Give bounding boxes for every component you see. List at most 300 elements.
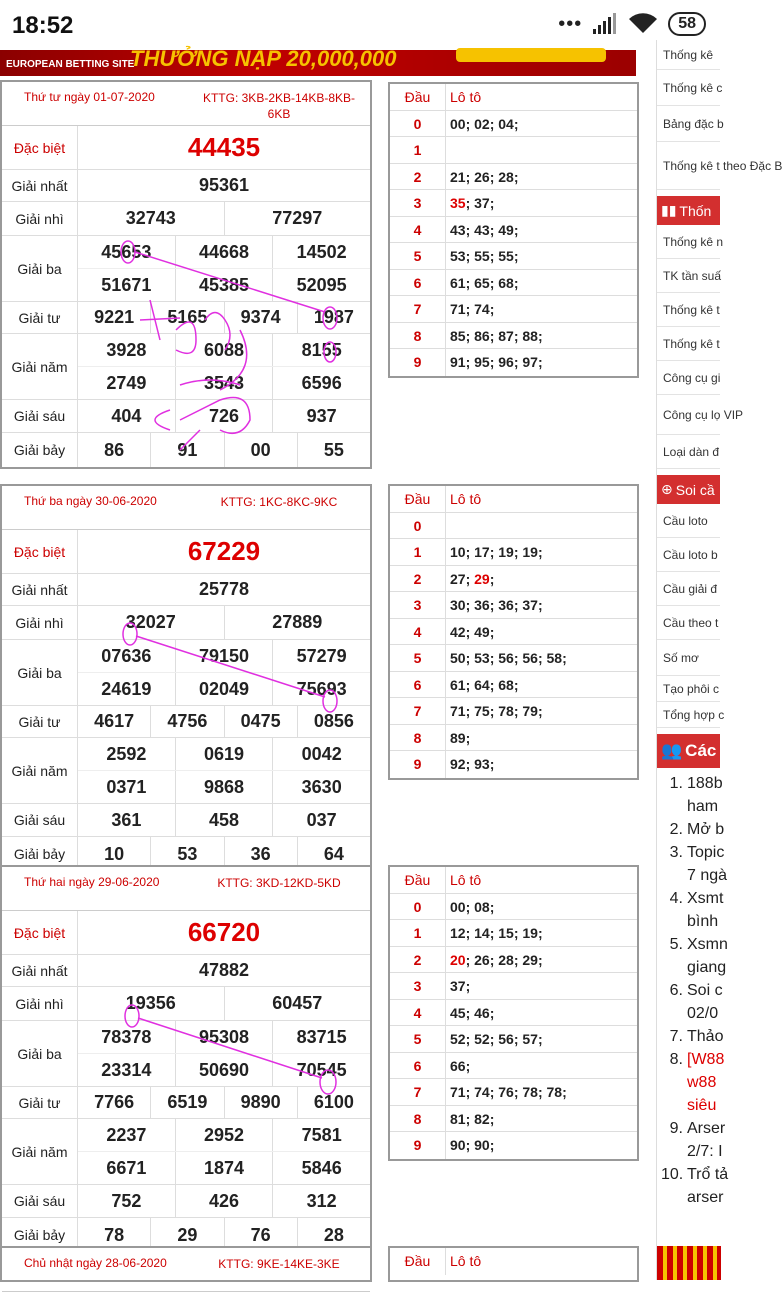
loto-values xyxy=(446,592,637,618)
sidebar-link[interactable] xyxy=(657,40,720,70)
loto-value-text: 10; 17; 19; 19; xyxy=(450,544,543,560)
loto-value-text: 89; xyxy=(450,729,471,746)
loto-head-digit: 1 xyxy=(390,539,446,565)
loto-row xyxy=(390,1053,637,1080)
loto-head-digit: 1 xyxy=(390,920,446,946)
news-number: 4. xyxy=(669,890,683,907)
prize-row xyxy=(2,640,370,706)
loto-header xyxy=(390,84,637,111)
news-number: 3. xyxy=(669,844,683,861)
loto-head-digit: 6 xyxy=(390,672,446,698)
prize-number: 78378 xyxy=(101,1026,152,1047)
banner-tagline: EUROPEAN BETTING SITE xyxy=(6,59,135,70)
loto-table xyxy=(388,1246,639,1282)
prize-number: 95361 xyxy=(198,175,250,195)
loto-row xyxy=(390,243,637,270)
sidebar-header-forums[interactable]: 👥 Các diễn đ xyxy=(657,734,720,768)
loto-value-text: 81; 82; xyxy=(450,1110,495,1127)
result-table xyxy=(0,80,372,469)
sidebar-link[interactable] xyxy=(657,142,782,190)
status-bar xyxy=(0,0,720,50)
prize-label: Đặc biệt xyxy=(2,126,78,169)
prize-row xyxy=(2,302,370,334)
prize-values xyxy=(78,334,370,399)
prize-row xyxy=(2,606,370,640)
news-title: siêu xyxy=(687,1097,717,1114)
loto-row xyxy=(390,513,637,540)
prize-number: 07636 xyxy=(101,645,152,666)
wifi-icon xyxy=(628,13,658,35)
prize-number: 76 xyxy=(224,1218,297,1252)
loto-value-text: 45; 46; xyxy=(450,1004,495,1021)
prize-subrow xyxy=(78,987,370,1020)
prize-subrow xyxy=(78,706,370,737)
news-item[interactable] xyxy=(661,979,723,1002)
loto-header-dau: Đầu xyxy=(390,84,446,110)
loto-head-digit: 9 xyxy=(390,1132,446,1159)
prize-number: 64 xyxy=(297,837,370,871)
news-item[interactable] xyxy=(661,1071,720,1094)
loto-row xyxy=(390,137,637,164)
loto-special-value: 20 xyxy=(450,951,466,968)
prize-number: 53 xyxy=(150,837,223,871)
sidebar-header-soi-cau[interactable]: ⊕ Soi cầ xyxy=(657,475,720,504)
news-title: Xsmt xyxy=(687,890,724,907)
prize-number: 3543 xyxy=(175,367,273,399)
prize-subrow xyxy=(78,1021,370,1053)
prize-subrow xyxy=(78,1119,370,1151)
loto-row xyxy=(390,566,637,593)
loto-head-digit: 1 xyxy=(390,137,446,163)
loto-value-text: 37; xyxy=(450,978,471,994)
loto-row xyxy=(390,920,637,947)
loto-table xyxy=(388,82,639,378)
loto-head-digit: 2 xyxy=(390,164,446,190)
loto-values xyxy=(446,751,637,778)
loto-value-text: 00; 02; 04; xyxy=(450,115,519,132)
news-item[interactable] xyxy=(661,795,720,818)
prize-values xyxy=(78,530,370,573)
loto-head-digit: 9 xyxy=(390,349,446,376)
prize-number: 51671 xyxy=(101,274,152,295)
loto-head-digit: 7 xyxy=(390,698,446,724)
sidebar-link-label: Cầu theo t xyxy=(663,615,719,630)
prize-label: Đặc biệt xyxy=(2,530,78,573)
loto-value-text: 42; 49; xyxy=(450,623,495,640)
loto-head-digit: 5 xyxy=(390,243,446,269)
loto-value-text: ; 26; 28; 29; xyxy=(465,951,543,968)
loto-values xyxy=(446,217,637,243)
prize-number: 19356 xyxy=(125,993,176,1013)
news-number: 7. xyxy=(669,1028,683,1045)
prize-values xyxy=(78,433,370,467)
prize-values xyxy=(78,1185,370,1217)
sidebar-link[interactable] xyxy=(657,435,720,469)
prize-number: 6519 xyxy=(150,1087,223,1118)
news-item[interactable] xyxy=(661,1094,720,1117)
prize-number: 937 xyxy=(272,400,370,432)
prize-label: Giải tư xyxy=(2,706,78,737)
prize-number: 02049 xyxy=(175,673,273,705)
prize-subrow xyxy=(78,672,370,705)
sidebar-link[interactable] xyxy=(657,293,720,327)
prize-number: 28 xyxy=(297,1218,370,1252)
loto-head-digit: 5 xyxy=(390,645,446,671)
loto-head-digit: 2 xyxy=(390,566,446,592)
notification-dots-icon: ••• xyxy=(558,12,583,35)
result-header xyxy=(2,867,370,911)
sidebar-link-label: Công cụ gi xyxy=(663,370,721,385)
prize-number: 404 xyxy=(111,405,142,426)
loto-values xyxy=(446,725,637,751)
sidebar-link-label: TK tần suấ xyxy=(663,268,722,283)
prize-number: 32743 xyxy=(125,208,176,228)
prize-number: 5846 xyxy=(272,1152,370,1184)
loto-row xyxy=(390,973,637,1000)
sidebar-link-label: Công cụ lọ VIP xyxy=(663,407,744,422)
news-item[interactable] xyxy=(661,818,725,841)
prize-subrow xyxy=(78,334,370,366)
prize-number: 60457 xyxy=(224,987,371,1020)
loto-values xyxy=(446,539,637,565)
loto-values xyxy=(446,513,637,539)
prize-number: 23314 xyxy=(101,1059,152,1080)
loto-header-dau: Đầu xyxy=(390,1248,446,1275)
prize-number: 8155 xyxy=(272,334,370,366)
prize-values xyxy=(78,170,370,201)
loto-value-text: 21; 26; 28; xyxy=(450,168,519,185)
prize-number: 36 xyxy=(224,837,297,871)
loto-values xyxy=(446,672,637,698)
loto-row xyxy=(390,645,637,672)
loto-row xyxy=(390,1079,637,1106)
sidebar-link[interactable] xyxy=(657,572,720,606)
loto-head-digit: 7 xyxy=(390,296,446,322)
prize-number: 5165 xyxy=(150,302,223,333)
loto-value-text: 50; 53; 56; 56; 58; xyxy=(450,650,567,666)
prize-subrow xyxy=(78,606,370,639)
prize-values xyxy=(78,706,370,737)
result-kttg: KTTG: 3KD-12KD-5KD xyxy=(217,876,341,890)
prize-subrow xyxy=(78,574,370,605)
prize-number: 14502 xyxy=(272,236,370,268)
loto-value-text: 85; 86; 87; 88; xyxy=(450,327,543,344)
loto-special-value: 35 xyxy=(450,195,466,211)
prize-number: 6671 xyxy=(106,1157,147,1178)
prize-row xyxy=(2,911,370,955)
loto-value-text: 71; 75; 78; 79; xyxy=(450,703,543,719)
result-table xyxy=(0,865,372,1254)
news-title: w88 xyxy=(687,1074,717,1091)
prize-row xyxy=(2,400,370,433)
sidebar-link-label: Thống kê n xyxy=(663,234,724,249)
prize-number: 9868 xyxy=(175,771,273,803)
news-title: 2/7: I xyxy=(687,1143,723,1160)
result-date[interactable]: Thứ ba ngày 30-06-2020 xyxy=(24,494,157,508)
news-item[interactable] xyxy=(661,772,723,795)
loto-header-dau: Đầu xyxy=(390,486,446,512)
prize-subrow xyxy=(78,955,370,986)
news-title: Soi c xyxy=(687,982,723,999)
news-item[interactable] xyxy=(661,887,724,910)
sidebar-link-label: Cầu giải đ xyxy=(663,581,718,596)
loto-table xyxy=(388,865,639,1161)
loto-head-digit: 3 xyxy=(390,190,446,216)
prize-number: 726 xyxy=(175,400,273,432)
prize-number: 25778 xyxy=(198,579,250,599)
prize-values xyxy=(78,738,370,803)
prize-number: 7766 xyxy=(94,1092,135,1112)
news-item[interactable] xyxy=(661,1186,724,1209)
loto-row xyxy=(390,894,637,921)
prize-values xyxy=(78,1021,370,1086)
prize-label: Giải nhì xyxy=(2,987,78,1020)
loto-value-text: 27; xyxy=(450,570,475,587)
sidebar-link-label: Thống kê t xyxy=(663,336,720,351)
news-title: Xsmn xyxy=(687,936,728,953)
news-title: arser xyxy=(687,1189,724,1206)
sidebar-link[interactable] xyxy=(657,106,724,142)
loto-header-loto: Lô tô xyxy=(450,89,482,105)
prize-label: Giải nhì xyxy=(2,202,78,235)
prize-row xyxy=(2,170,370,202)
loto-head-digit: 7 xyxy=(390,1079,446,1105)
loto-values xyxy=(446,190,637,216)
loto-head-digit: 8 xyxy=(390,725,446,751)
battery-indicator: 58 xyxy=(668,12,706,36)
news-item[interactable] xyxy=(661,1048,725,1071)
prize-subrow xyxy=(78,911,370,954)
loto-row xyxy=(390,539,637,566)
chart-icon: ▮▮ xyxy=(661,202,677,218)
loto-value-text: 43; 43; 49; xyxy=(450,221,519,238)
prize-label: Giải tư xyxy=(2,1087,78,1118)
result-date[interactable]: Thứ hai ngày 29-06-2020 xyxy=(24,875,160,889)
prize-label: Giải năm xyxy=(2,334,78,399)
prize-number: 9221 xyxy=(94,307,135,327)
news-item[interactable] xyxy=(661,933,728,956)
loto-row xyxy=(390,672,637,699)
loto-row xyxy=(390,1132,637,1159)
news-item[interactable] xyxy=(661,910,720,933)
prize-row xyxy=(2,1087,370,1119)
loto-values xyxy=(446,645,637,671)
news-item[interactable] xyxy=(661,864,728,887)
news-item[interactable] xyxy=(661,1117,726,1140)
prize-subrow xyxy=(78,530,370,573)
loto-value-text: 91; 95; 96; 97; xyxy=(450,354,543,370)
clock: 18:52 xyxy=(12,12,74,39)
loto-header xyxy=(390,867,637,894)
signal-icon xyxy=(592,13,618,35)
prize-number: 45385 xyxy=(175,269,273,301)
prize-number: 75693 xyxy=(272,673,370,705)
loto-head-digit: 4 xyxy=(390,619,446,645)
loto-values xyxy=(446,947,637,973)
sidebar-link[interactable] xyxy=(657,327,720,361)
result-header xyxy=(2,486,370,530)
prize-label: Giải nhất xyxy=(2,574,78,605)
result-date[interactable]: Chủ nhật ngày 28-06-2020 xyxy=(24,1256,167,1270)
sidebar-link-label: Thống kê xyxy=(663,47,714,62)
loto-values xyxy=(446,1000,637,1026)
sidebar-link[interactable] xyxy=(657,395,744,435)
news-item[interactable] xyxy=(661,1002,720,1025)
news-item[interactable] xyxy=(661,956,727,979)
prize-label: Giải sáu xyxy=(2,1185,78,1217)
loto-row xyxy=(390,1026,637,1053)
prize-values xyxy=(78,955,370,986)
users-icon: 👥 xyxy=(661,741,683,760)
loto-values xyxy=(446,566,637,592)
prize-values xyxy=(78,302,370,333)
sidebar-link-label: Tổng hợp c xyxy=(663,707,725,722)
prize-number: 9890 xyxy=(224,1087,297,1118)
gutter xyxy=(640,50,654,1280)
prize-values xyxy=(78,400,370,432)
sidebar-link-label: Tạo phôi c xyxy=(663,681,720,696)
loto-head-digit: 0 xyxy=(390,894,446,920)
prize-row xyxy=(2,236,370,302)
banner-cta-button[interactable] xyxy=(456,48,606,62)
prize-values xyxy=(78,1119,370,1184)
prize-number: 00 xyxy=(224,433,297,467)
loto-head-digit: 0 xyxy=(390,513,446,539)
prize-number: 4617 xyxy=(94,711,135,731)
prize-number: 95308 xyxy=(175,1021,273,1053)
sidebar-link[interactable] xyxy=(657,640,720,676)
loto-header xyxy=(390,1248,637,1275)
sidebar-link[interactable] xyxy=(657,361,720,395)
loto-row xyxy=(390,592,637,619)
loto-value-text: 66; xyxy=(450,1057,471,1074)
loto-values xyxy=(446,270,637,296)
prize-row xyxy=(2,706,370,738)
loto-value-text: ; 37; xyxy=(465,195,495,211)
news-title: bình xyxy=(687,913,719,930)
loto-value-text: 61; 65; 68; xyxy=(450,274,519,291)
sidebar-ad[interactable] xyxy=(657,1246,721,1280)
prize-values xyxy=(78,126,370,169)
prize-number: 66720 xyxy=(187,917,261,947)
sidebar-link-label: Thống kê c xyxy=(663,80,723,95)
prize-number: 24619 xyxy=(101,678,152,699)
news-item[interactable] xyxy=(661,1025,724,1048)
prize-subrow xyxy=(78,236,370,268)
prize-label: Giải ba xyxy=(2,236,78,301)
sidebar-link[interactable] xyxy=(657,225,724,259)
right-sidebar xyxy=(656,40,782,1280)
news-title: Thảo xyxy=(687,1028,724,1045)
prize-row xyxy=(2,433,370,467)
loto-row xyxy=(390,751,637,778)
loto-row xyxy=(390,217,637,244)
prize-number: 426 xyxy=(175,1185,273,1217)
prize-subrow xyxy=(78,302,370,333)
prize-number: 0371 xyxy=(106,776,147,797)
news-item[interactable] xyxy=(661,841,725,864)
loto-values xyxy=(446,894,637,920)
loto-head-digit: 0 xyxy=(390,111,446,137)
prize-label: Giải nhì xyxy=(2,606,78,639)
sidebar-link-label: Thống kê t xyxy=(663,302,720,317)
prize-number: 70545 xyxy=(272,1054,370,1086)
loto-head-digit: 8 xyxy=(390,1106,446,1132)
loto-value-text: 00; 08; xyxy=(450,898,495,915)
prize-row xyxy=(2,126,370,170)
loto-value-text: 61; 64; 68; xyxy=(450,676,519,693)
prize-number: 1987 xyxy=(297,302,370,333)
prize-values xyxy=(78,606,370,639)
prize-number: 2749 xyxy=(106,372,147,393)
news-title: giang xyxy=(687,959,727,976)
prize-label: Giải năm xyxy=(2,738,78,803)
prize-subrow xyxy=(78,1185,370,1217)
ad-banner[interactable] xyxy=(0,46,636,76)
news-item[interactable] xyxy=(661,1163,729,1186)
prize-values xyxy=(78,911,370,954)
loto-row xyxy=(390,947,637,974)
news-title: 188b xyxy=(687,775,723,792)
forum-news-list xyxy=(657,772,729,1209)
loto-values xyxy=(446,137,637,163)
sidebar-link-label: Loại dàn đ xyxy=(663,444,720,459)
sidebar-link[interactable] xyxy=(657,702,725,728)
result-date[interactable]: Thứ tư ngày 01-07-2020 xyxy=(24,90,155,104)
prize-label: Giải bảy xyxy=(2,837,78,871)
loto-head-digit: 3 xyxy=(390,592,446,618)
loto-values xyxy=(446,111,637,137)
prize-number: 3928 xyxy=(106,339,147,360)
sidebar-header-thong-ke[interactable]: ▮▮ Thốn xyxy=(657,196,720,225)
prize-row xyxy=(2,574,370,606)
prize-number: 57279 xyxy=(272,640,370,672)
loto-values xyxy=(446,349,637,376)
sidebar-link[interactable] xyxy=(657,259,720,293)
result-table xyxy=(0,1246,372,1282)
prize-number: 77297 xyxy=(224,202,371,235)
news-number: 8. xyxy=(669,1051,683,1068)
result-kttg: KTTG: 1KC-8KC-9KC xyxy=(220,495,338,509)
loto-head-digit: 2 xyxy=(390,947,446,973)
loto-value-text: 90; 90; xyxy=(450,1137,495,1153)
prize-subrow xyxy=(78,400,370,432)
news-number: 1. xyxy=(669,775,683,792)
prize-label: Giải sáu xyxy=(2,804,78,836)
news-title: Mở b xyxy=(687,821,725,838)
sidebar-link[interactable] xyxy=(657,606,720,640)
prize-number: 0619 xyxy=(175,738,273,770)
prize-label: Giải ba xyxy=(2,1021,78,1086)
sidebar-link[interactable] xyxy=(657,504,720,538)
loto-values xyxy=(446,698,637,724)
prize-number: 7581 xyxy=(272,1119,370,1151)
loto-table xyxy=(388,484,639,780)
news-title: 7 ngà xyxy=(687,867,728,884)
sidebar-link[interactable] xyxy=(657,70,723,106)
prize-number: 45653 xyxy=(101,241,152,262)
sidebar-link[interactable] xyxy=(657,676,720,702)
prize-subrow xyxy=(78,433,370,467)
news-number: 10. xyxy=(661,1166,684,1183)
loto-values xyxy=(446,1132,637,1159)
prize-number: 2952 xyxy=(175,1119,273,1151)
prize-number: 47882 xyxy=(198,960,250,980)
sidebar-link[interactable] xyxy=(657,538,720,572)
prize-label: Giải nhất xyxy=(2,170,78,201)
loto-head-digit: 4 xyxy=(390,1000,446,1026)
news-item[interactable] xyxy=(661,1140,723,1163)
